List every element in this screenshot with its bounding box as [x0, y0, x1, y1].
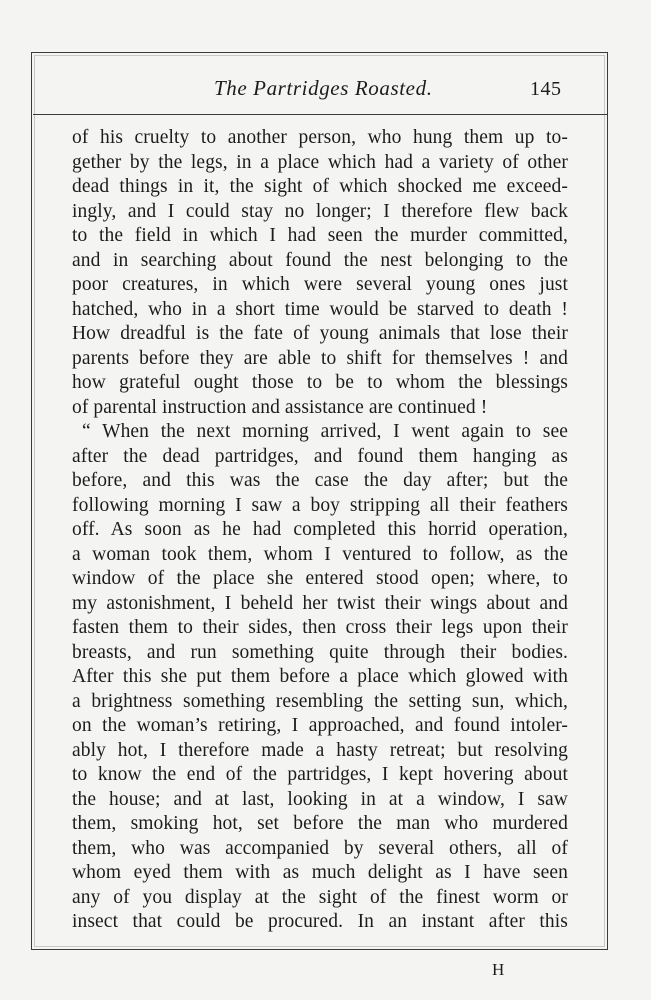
text-line: any of you display at the sight of the finest worm or [72, 886, 568, 908]
text-line: of his cruelty to another person, who hung them up to- [72, 127, 568, 148]
text-line: a woman took them, whom I ventured to follow, as the [72, 543, 568, 565]
text-line: How dreadful is the fate of young animals that lose their [72, 323, 568, 344]
text-line: hatched, who in a short time would be starved to death ! [72, 298, 568, 320]
text-line: the house; and at last, looking in at a window, I saw [72, 788, 568, 810]
signature-mark: H [492, 960, 505, 979]
text-line: after the dead partridges, and found them hanging as [72, 445, 568, 467]
text-line: them, who was accompanied by several others, all of [72, 837, 568, 859]
text-line: my astonishment, I beheld her twist their wings about and [72, 592, 568, 614]
text-line: how grateful ought those to be to whom the blessings [72, 372, 568, 393]
text-line: following morning I saw a boy stripping all their feathers [72, 494, 568, 516]
text-line: poor creatures, in which were several young ones just [72, 274, 568, 295]
text-line: “ When the next morning arrived, I went again to see [82, 421, 568, 442]
page-number: 145 [530, 78, 562, 100]
header-rule [33, 114, 608, 115]
body-text [72, 126, 568, 935]
text-line: a brightness something resembling the setting sun, which, [72, 690, 568, 712]
text-line: After this she put them before a place which glowed with [72, 666, 568, 687]
text-line: window of the place she entered stood open; where, to [72, 568, 568, 589]
text-line: of parental instruction and assistance are continued ! [72, 396, 488, 418]
text-line: and in searching about found the nest belonging to the [72, 249, 568, 271]
running-title: The Partridges Roasted. [214, 76, 433, 100]
text-line: ingly, and I could stay no longer; I therefore flew back [72, 200, 568, 222]
text-line: fasten them to their sides, then cross their legs upon their [72, 617, 568, 638]
text-line: gether by the legs, in a place which had a variety of other [72, 151, 568, 173]
text-line: breasts, and run something quite through their bodies. [72, 641, 568, 663]
text-line: ably hot, I therefore made a hasty retreat; but resolving [72, 739, 568, 761]
text-line: off. As soon as he had completed this horrid operation, [72, 519, 568, 540]
running-head [0, 76, 651, 102]
text-line: to the field in which I had seen the murder committed, [72, 225, 568, 246]
text-line: to know the end of the partridges, I kept hovering about [72, 764, 568, 785]
text-line: whom eyed them with as much delight as I have seen [72, 862, 568, 883]
text-line: before, and this was the case the day after; but the [72, 470, 568, 491]
text-line: on the woman’s retiring, I approached, and found intoler- [72, 715, 568, 736]
text-line: dead things in it, the sight of which shocked me exceed- [72, 176, 568, 197]
text-line: parents before they are able to shift for themselves ! and [72, 347, 568, 369]
text-line: them, smoking hot, set before the man who murdered [72, 813, 568, 834]
text-line: insect that could be procured. In an instant after this [72, 911, 568, 932]
